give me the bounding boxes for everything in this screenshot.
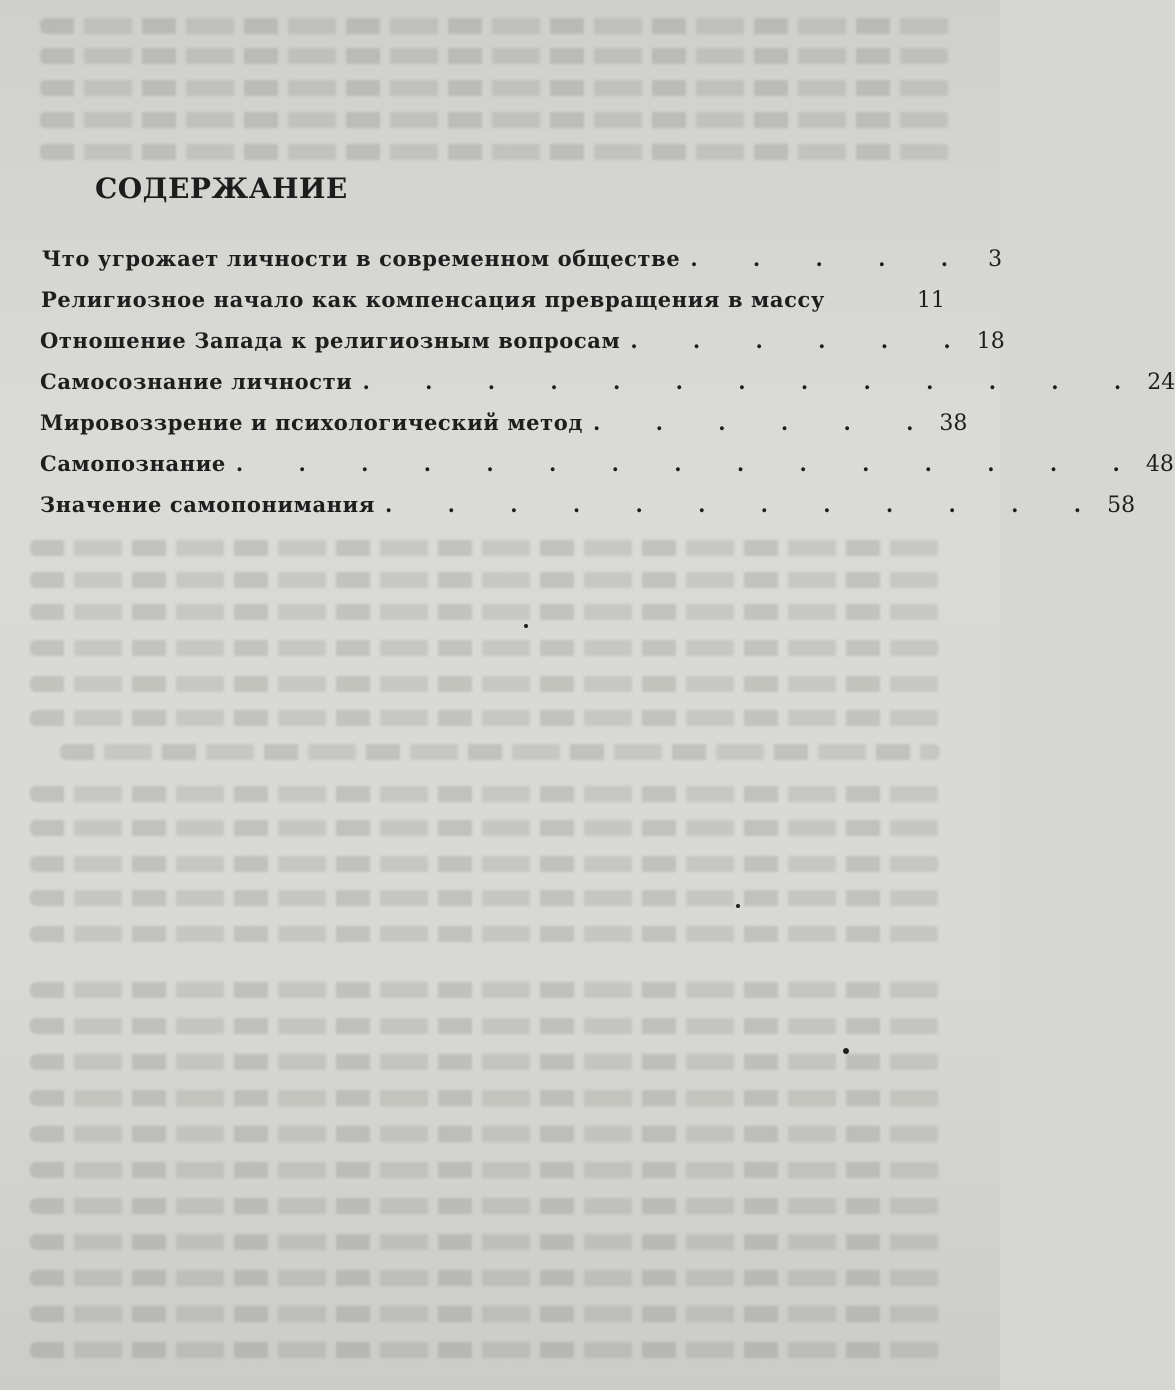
toc-dot-leader: . . . . . . . . . . . . (384, 492, 1106, 517)
toc-entry (40, 328, 1005, 369)
bleed-through-line (30, 604, 940, 620)
bleed-through-line (40, 144, 950, 160)
bleed-through-line (30, 572, 940, 588)
bleed-through-line (40, 80, 950, 96)
bleed-through-line (30, 1018, 940, 1034)
toc-entry (40, 492, 1136, 533)
bleed-through-line (30, 1126, 940, 1142)
bleed-through-line (30, 982, 940, 998)
bleed-through-line (30, 540, 940, 556)
toc-dot-leader: . . . . . . (630, 328, 975, 353)
bleed-through-line (30, 640, 940, 656)
toc-entry-title: Религиозное начало как компенсация превращения в массу (41, 287, 825, 312)
ink-speck (736, 904, 740, 908)
ink-speck (843, 1048, 849, 1054)
bleed-through-line (30, 1162, 940, 1178)
bleed-through-line (40, 18, 950, 34)
bleed-through-line (40, 112, 950, 128)
toc-dot-leader: . . . . . (690, 246, 973, 271)
toc-entry-page: 38 (939, 411, 968, 436)
toc-entry (40, 451, 1174, 492)
bleed-through-line (30, 710, 940, 726)
toc-entry-title: Что угрожает личности в современном обществе (42, 246, 681, 271)
bleed-through-line (30, 676, 940, 692)
toc-entry-title: Отношение Запада к религиозным вопросам (40, 328, 621, 353)
toc-entry-page: 18 (976, 329, 1005, 354)
toc-entry-page: 58 (1107, 493, 1136, 518)
bleed-through-line (30, 1198, 940, 1214)
bleed-through-line (30, 856, 940, 872)
toc-entry (40, 369, 1175, 410)
toc-dot-leader: . . . . . . . . . . . . . (362, 369, 1146, 394)
toc-entry-title: Значение самопонимания (40, 492, 375, 517)
toc-entry-page: 24 (1147, 370, 1175, 395)
toc-entry-title: Самосознание личности (40, 369, 353, 394)
bleed-through-line (30, 890, 940, 906)
bleed-through-line (30, 820, 940, 836)
bleed-through-line (30, 926, 940, 942)
toc-entry (40, 246, 1003, 287)
table-of-contents (40, 246, 1175, 533)
bleed-through-line (40, 48, 950, 64)
toc-dot-leader: . . . . . . (592, 410, 938, 435)
bleed-through-line (30, 1342, 940, 1358)
bleed-through-line (30, 1270, 940, 1286)
ink-speck (524, 624, 528, 628)
toc-entry-page: 3 (988, 247, 1003, 272)
bleed-through-line (60, 744, 940, 760)
toc-dot-leader: . . . . . . . . . . . . . . . (235, 451, 1144, 476)
bleed-through-line (30, 1090, 940, 1106)
bleed-through-line (30, 1054, 940, 1070)
toc-entry-page: 48 (1145, 452, 1174, 477)
toc-entry-title: Мировоззрение и психологический метод (40, 410, 583, 435)
bleed-through-line (30, 786, 940, 802)
toc-entry-title: Самопознание (40, 451, 226, 476)
toc-entry-page: 11 (917, 288, 945, 313)
bleed-through-line (30, 1234, 940, 1250)
toc-entry (40, 287, 945, 328)
contents-heading: СОДЕРЖАНИЕ (95, 172, 348, 205)
bleed-through-line (30, 1306, 940, 1322)
toc-entry (40, 410, 968, 451)
